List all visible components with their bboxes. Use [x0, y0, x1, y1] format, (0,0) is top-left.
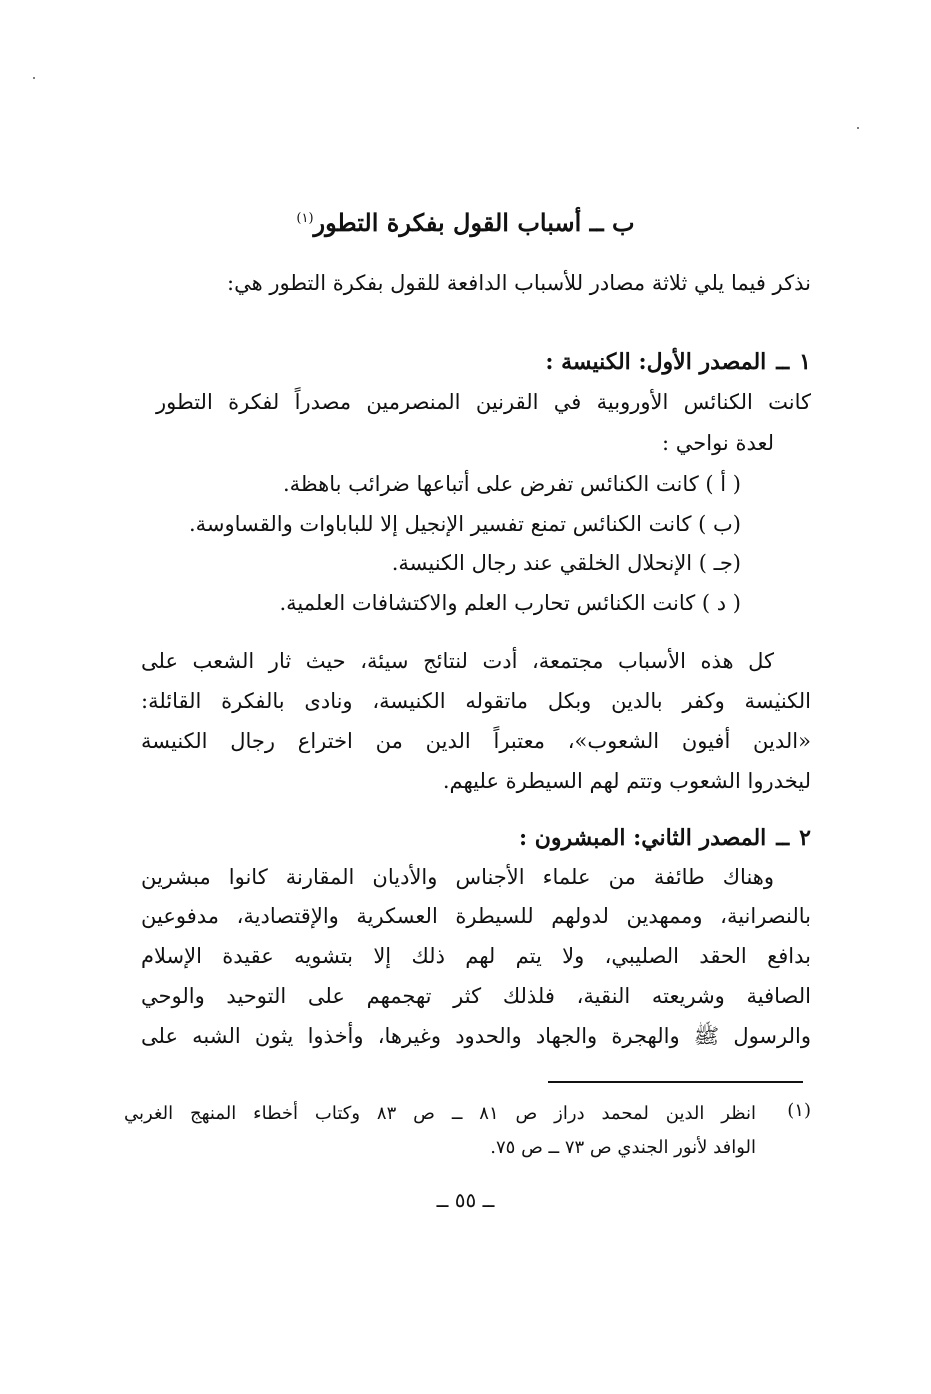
scan-speck	[33, 77, 35, 79]
section1-para-line-2: الكنيسة وكفر بالدين وبكل ماتقوله الكنيسة، ونادى بالفكرة القائلة:	[141, 689, 811, 713]
section2-number: ٢	[799, 825, 811, 851]
section1-para-line-1: كل هذه الأسباب مجتمعة، أدت لنتائج سيئة، حيث ثار الشعب على	[141, 649, 774, 673]
section1-item-d: ( د ) كانت الكنائس تحارب العلم والاكتشافات العلمية.	[279, 591, 741, 615]
section1-heading	[121, 347, 811, 377]
page-number: ــ ٥٥ ــ	[436, 1188, 495, 1212]
intro-line: نذكر فيما يلي ثلاثة مصادر للأسباب الدافعة للقول بفكرة التطور هي:	[227, 271, 811, 295]
title-footnote-ref: (١)	[296, 211, 314, 226]
scan-speck	[857, 127, 859, 129]
footnote-separator	[548, 1081, 803, 1083]
section-title	[0, 208, 931, 237]
section2-para-line-5: والرسول ﷺ والهجرة والجهاد والحدود وغيرها، وأخذوا يثون الشبه على	[141, 1024, 811, 1048]
section1-line-2: لعدة نواحي :	[662, 431, 774, 455]
section1-item-a: ( أ ) كانت الكنائس تفرض على أتباعها ضرائب باهظة.	[283, 472, 741, 496]
section2-heading	[121, 823, 811, 853]
section1-heading-text: المصدر الأول: الكنيسة :	[545, 349, 767, 375]
section-title-text: ب ــ أسباب القول بفكرة التطور	[313, 208, 635, 237]
section1-line-1: كانت الكنائس الأوروبية في القرنين المنصرمين مصدراً لفكرة التطور	[156, 390, 811, 414]
section2-para-line-3: بدافع الحقد الصليبي، ولا يتم لهم ذلك إلا بتشويه عقيدة الإسلام	[141, 944, 811, 968]
footnote-line-1: انظر الدين لمحمد دراز ص ٨١ ــ ص ٨٣ وكتاب أخطاء المنهج الغربي	[124, 1103, 756, 1124]
section1-item-c: (جـ ) الإنحلال الخلقي عند رجال الكنيسة.	[391, 551, 741, 575]
footnote-line-2: الوافد لأنور الجندي ص ٧٣ ــ ص ٧٥.	[490, 1137, 756, 1158]
section1-item-b: (ب ) كانت الكنائس تمنع تفسير الإنجيل إلا للباباوات والقساوسة.	[188, 512, 741, 536]
section1-dash: ــ	[776, 349, 790, 375]
section2-dash: ــ	[776, 825, 790, 851]
section2-para-line-2: بالنصرانية، وممهدين لدولهم للسيطرة العسكرية والإقتصادية، مدفوعين	[141, 904, 811, 928]
section1-number: ١	[799, 349, 811, 375]
section2-para-line-1: وهناك طائفة من علماء الأجناس والأديان المقارنة كانوا مبشرين	[141, 865, 774, 889]
section1-para-line-3: «الدين أفيون الشعوب»، معتبراً الدين من اختراع رجال الكنيسة	[141, 729, 811, 753]
footnote-marker: (١)	[787, 1100, 811, 1121]
section2-heading-text: المصدر الثاني: المبشرون :	[518, 825, 767, 851]
section2-para-line-4: الصافية وشريعته النقية، فلذلك كثر تهجمهم على التوحيد والوحي	[141, 984, 811, 1008]
section1-para-line-4: ليخدروا الشعوب وتتم لهم السيطرة عليهم.	[442, 769, 811, 793]
